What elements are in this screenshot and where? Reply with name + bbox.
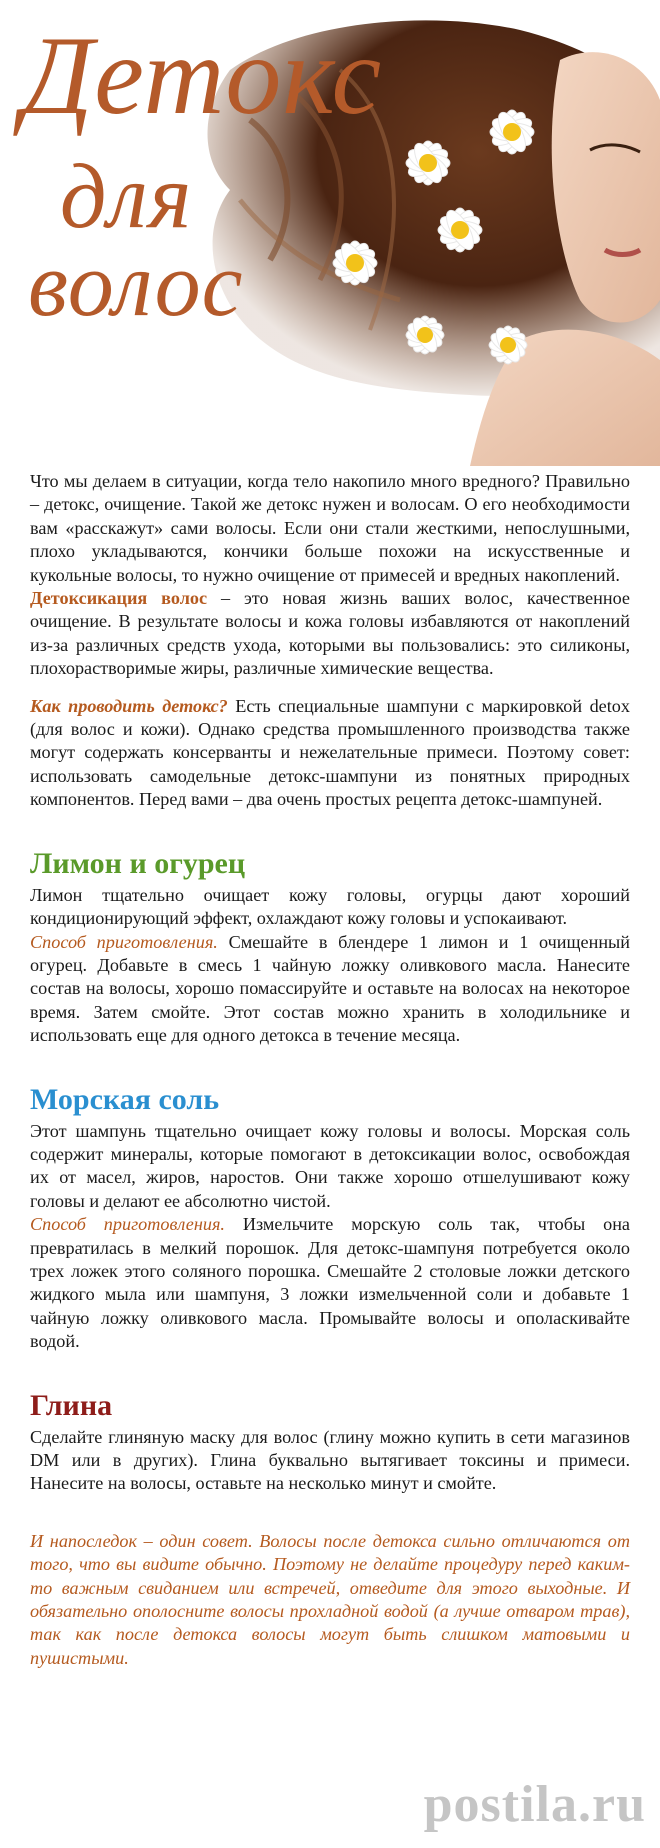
how-to-highlight: Как проводить детокс?: [30, 695, 228, 716]
intro-paragraph-3: [30, 695, 630, 812]
title-detox: Детокс: [22, 14, 383, 138]
final-tip: И напоследок – один совет. Волосы после детокса сильно отличаются от того, что вы видите обычно. Поэтому не делайте процедуру перед каким-то важным свиданием или встречей, отведите для этого выходные. И обязательно ополосните волосы прохладной водой (а лучше отваром трав), так как после детокса волосы могут быть слишком матовыми и пушистыми.: [30, 1530, 630, 1668]
recipe-salt-method-text: Измельчите морскую соль так, чтобы она превратилась в мелкий порошок. Для детокс-шампуня потребуется около трех ложек этого соляного порошка. Смешайте 2 столовые ложки детского жидкого мыла или шампуня, 3 ложки измельченной соли и добавьте 1 чайную ложку оливкового масла. Промывайте волосы и ополаскивайте водой.: [30, 1214, 630, 1352]
intro-paragraph-1: Что мы делаем в ситуации, когда тело накопило много вредного? Правильно – детокс, очищение. Такой же детокс нужен и волосам. О его необходимости вам «расскажут» сами волосы. Если они стали жесткими, непослушными, плохо укладываются, кончики больше похожи на искусственные и кукольные волосы, то нужно очищение от примесей и вредных накоплений.: [30, 471, 630, 585]
hero-banner: [0, 0, 660, 466]
title-for: для: [60, 145, 193, 247]
recipe-lemon-method-text: Смешайте в блендере 1 лимон и 1 очищенный огурец. Добавьте в смесь 1 чайную ложку оливкового масла. Нанесите состав на волосы, хорошо помассируйте и оставьте на волосах на некоторое время. Затем смойте. Этот состав можно хранить в холодильнике и использовать еще для одного детокса в течение месяца.: [30, 931, 631, 1046]
recipe-clay-title: Глина: [30, 1388, 113, 1422]
intro-paragraph-2: [30, 587, 630, 681]
recipe-salt-method: [30, 1213, 630, 1353]
detox-highlight: Детоксикация волос: [30, 588, 208, 609]
watermark: postila.ru: [423, 1776, 646, 1833]
title-hair: волос: [28, 233, 244, 335]
method-label: Способ приготовления.: [30, 931, 218, 952]
recipe-clay-text: Сделайте глиняную маску для волос (глину можно купить в сети магазинов DM или в других). Глина буквально вытягивает токсины и примеси. Нанесите на волосы, оставьте на несколько минут и смойте.: [30, 1426, 630, 1494]
recipe-salt-text: Этот шампунь тщательно очищает кожу головы и волосы. Морская соль содержит минералы, которые помогают в детоксикации волос, освобождая их от масел, жиров, наростов. Они также хорошо отшелушивают кожу головы и делают ее абсолютно чистой.: [30, 1120, 630, 1211]
intro-paragraph-3-text: Есть специальные шампуни с маркировкой detox (для волос и кожи). Однако средства промышленного производства также могут содержать консерванты и нежелательные примеси. Поэтому совет: использовать самодельные детокс-шампуни из понятных природных компонентов. Перед вами – два очень простых рецепта детокс-шампуней.: [30, 695, 630, 810]
article-body: [30, 470, 630, 1670]
recipe-lemon-title: Лимон и огурец: [30, 846, 246, 880]
recipe-salt-title: Морская соль: [30, 1082, 220, 1116]
recipe-lemon-method: [30, 931, 630, 1048]
recipe-lemon-text: Лимон тщательно очищает кожу головы, огурцы дают хороший кондиционирующий эффект, охлаждают кожу головы и успокаивают.: [30, 884, 630, 929]
intro-paragraph-2-text: – это новая жизнь ваших волос, качественное очищение. В результате волосы и кожа головы избавляются от накоплений из-за различных средств ухода, которыми вы пользовались: это силиконы, плохорастворимые жиры, различные химические вещества.: [30, 588, 630, 679]
method-label: Способ приготовления.: [30, 1214, 225, 1235]
